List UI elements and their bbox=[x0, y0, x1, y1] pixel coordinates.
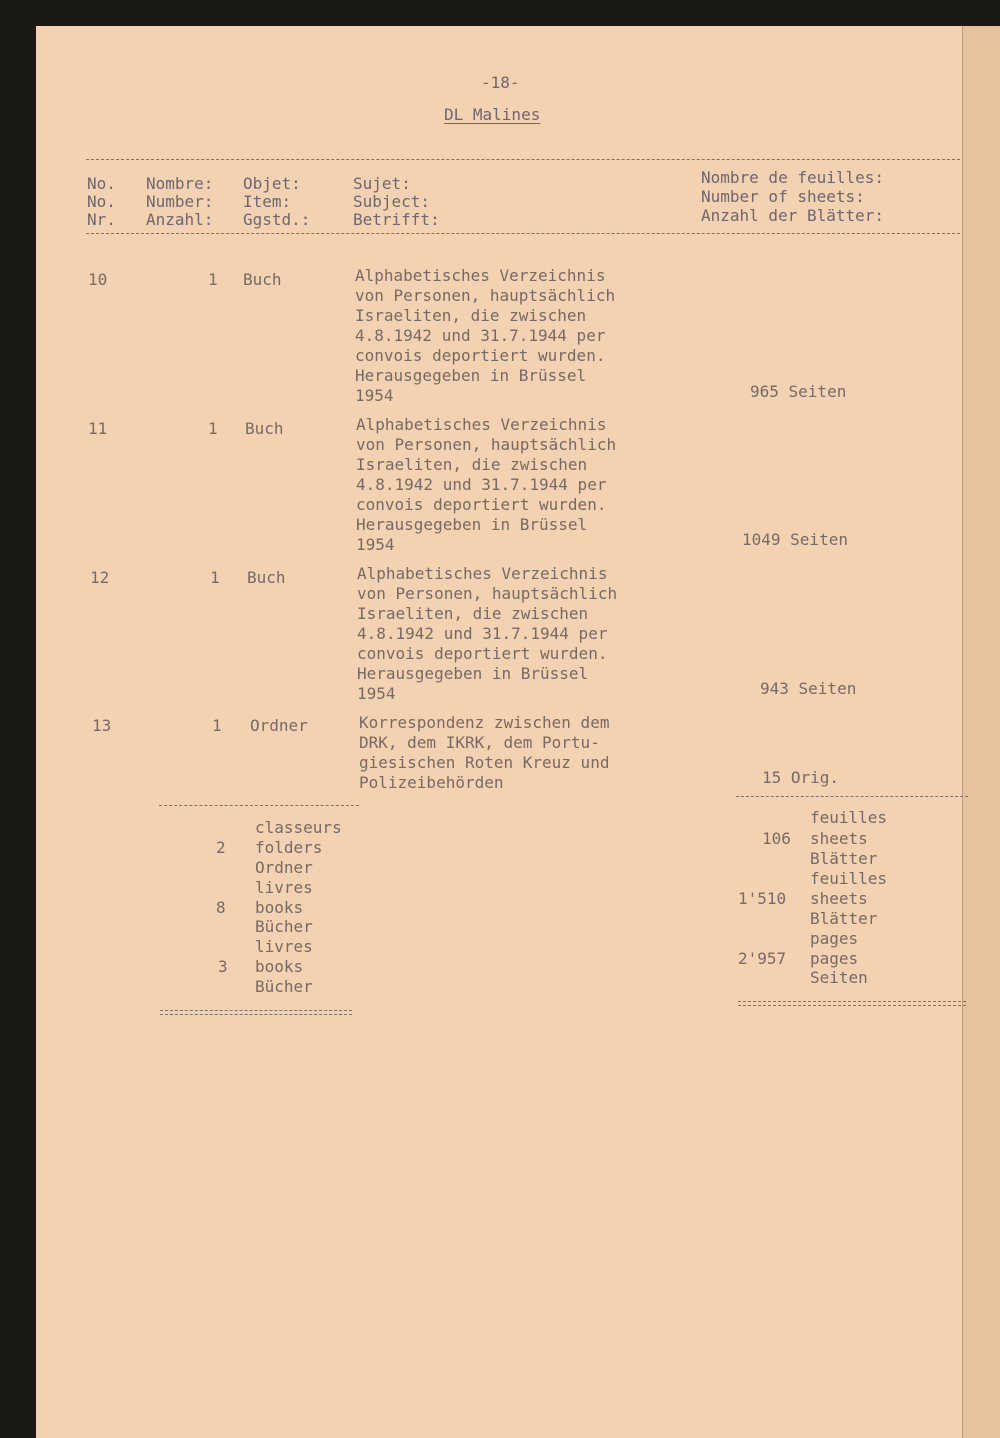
row-item: Buch bbox=[243, 270, 282, 289]
row-count: 1 bbox=[208, 419, 218, 438]
totals-left-double-rule bbox=[160, 1010, 352, 1015]
row-number: 12 bbox=[90, 568, 110, 587]
totals-right-rule bbox=[736, 796, 968, 797]
row-item: Ordner bbox=[250, 716, 308, 735]
row-sheets: 943 Seiten bbox=[760, 679, 857, 698]
totals-right-double-rule bbox=[738, 1001, 966, 1006]
row-number: 11 bbox=[88, 419, 108, 438]
row-number: 10 bbox=[88, 270, 108, 289]
row-count: 1 bbox=[212, 716, 222, 735]
row-sheets: 1049 Seiten bbox=[742, 530, 848, 549]
row-count: 1 bbox=[210, 568, 220, 587]
row-item: Buch bbox=[247, 568, 286, 587]
row-sheets: 965 Seiten bbox=[750, 382, 847, 401]
row-count: 1 bbox=[208, 270, 218, 289]
totals-left-rule bbox=[159, 805, 359, 806]
document-title: DL Malines bbox=[444, 105, 541, 124]
row-sheets: 15 Orig. bbox=[762, 768, 840, 787]
header-top-rule bbox=[86, 159, 960, 160]
next-page-edge bbox=[962, 26, 1000, 1438]
header-bottom-rule bbox=[86, 233, 960, 234]
page-number: -18- bbox=[481, 73, 520, 92]
row-item: Buch bbox=[245, 419, 284, 438]
row-number: 13 bbox=[92, 716, 112, 735]
